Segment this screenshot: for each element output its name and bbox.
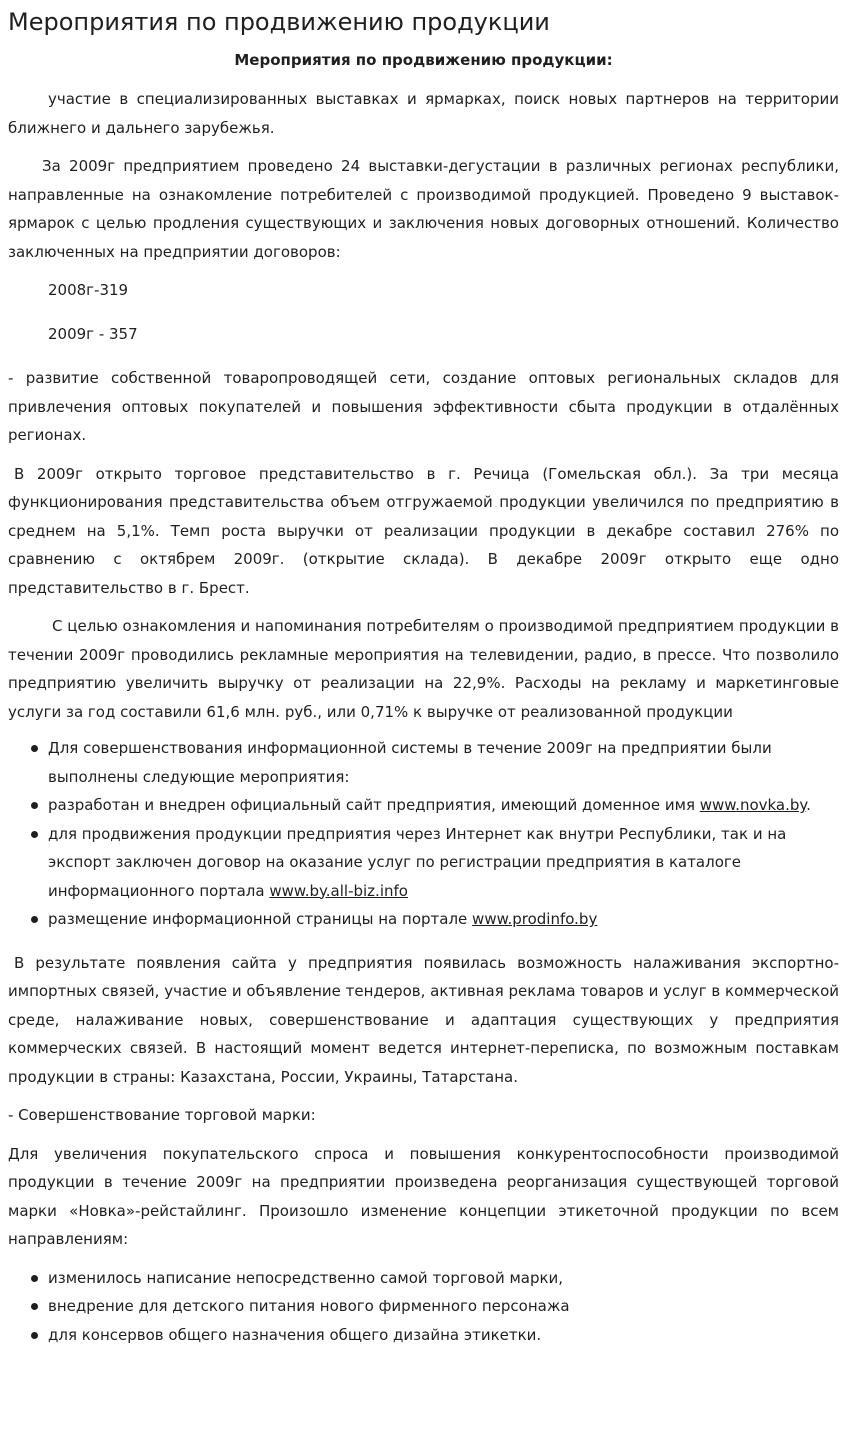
paragraph-exhibitions: участие в специализированных выставках и ярмарках, поиск новых партнеров на территории ближнего и дальнего зарубежья. bbox=[8, 90, 839, 137]
section-subtitle: Мероприятия по продвижению продукции: bbox=[234, 51, 613, 69]
list-item: Для совершенствования информационной системы в течение 2009г на предприятии были выполнены следующие мероприятия: bbox=[48, 734, 839, 791]
link-prodinfo[interactable]: www.prodinfo.by bbox=[472, 910, 598, 928]
trademark-list bbox=[8, 1264, 839, 1350]
list-item: внедрение для детского питания нового фирменного персонажа bbox=[48, 1292, 839, 1321]
list-item: для консервов общего назначения общего дизайна этикетки. bbox=[48, 1321, 839, 1350]
list-item: размещение информационной страницы на портале www.prodinfo.by bbox=[48, 905, 839, 934]
link-novka[interactable]: www.novka.by bbox=[699, 796, 807, 814]
paragraph-tastings: За 2009г предприятием проведено 24 выставки-дегустации в различных регионах республики, направленные на ознакомление потребителей с производимой продукцией. Проведено 9 выставок-ярмарок с целью продления существующих и заключения новых договорных отношений. Количество заключенных на предприятии договоров: bbox=[8, 157, 839, 261]
paragraph-representative-office: В 2009г открыто торговое представительство в г. Речица (Гомельская обл.). За три месяца функционирования представительства объем отгружаемой продукции увеличился по предприятию в среднем на 5,1%. Темп роста выручки от реализации продукции в декабре составил 276% по сравнению с октябрем 2009г. (открытие склада). В декабре 2009г открыто еще одно представительство в г. Брест. bbox=[8, 464, 839, 597]
paragraph-trademark-heading: - Совершенствование торговой марки: bbox=[8, 1106, 316, 1124]
document bbox=[0, 7, 847, 1349]
link-all-biz[interactable]: www.by.all-biz.info bbox=[269, 881, 408, 900]
contracts-2009: 2009г - 357 bbox=[48, 324, 138, 343]
page-title: Мероприятия по продвижению продукции bbox=[8, 8, 550, 36]
info-system-list bbox=[8, 734, 839, 934]
list-item: для продвижения продукции предприятия через Интернет как внутри Республики, так и на экспорт заключен договор на оказание услуг по регистрации предприятия в каталоге информационного портала www.by.all-biz.info bbox=[48, 820, 839, 906]
paragraph-distribution-network: - развитие собственной товаропроводящей сети, создание оптовых региональных складов для привлечения оптовых покупателей и повышения эффективности сбыта продукции в отдалённых регионах. bbox=[8, 369, 839, 444]
paragraph-advertising: С целью ознакомления и напоминания потребителям о производимой предприятием продукции в течении 2009г проводились рекламные мероприятия на телевидении, радио, в прессе. Что позволило предприятию увеличить выручку от реализации на 22,9%. Расходы на рекламу и маркетинговые услуги за год составили 61,6 млн. руб., или 0,71% к выручке от реализованной продукции bbox=[8, 617, 839, 721]
contracts-2008: 2008г-319 bbox=[48, 281, 129, 299]
list-item: разработан и внедрен официальный сайт предприятия, имеющий доменное имя www.novka.by. bbox=[48, 791, 839, 820]
paragraph-trademark: Для увеличения покупательского спроса и повышения конкурентоспособности производимой продукции в течение 2009г на предприятии произведена реорганизация существующей торговой марки «Новка»-рейстайлинг. Произошло изменение концепции этикеточной продукции по всем направлениям: bbox=[8, 1144, 839, 1248]
paragraph-site-results: В результате появления сайта у предприятия появилась возможность налаживания экспортно-импортных связей, участие и объявление тендеров, активная реклама товаров и услуг в коммерческой среде, налаживание новых, совершенствование и адаптация существующих у предприятия коммерческих связей. В настоящий момент ведется интернет-переписка, по возможным поставкам продукции в страны: Казахстана, России, Украины, Татарстана. bbox=[8, 953, 839, 1086]
list-item: изменилось написание непосредственно самой торговой марки, bbox=[48, 1264, 839, 1293]
